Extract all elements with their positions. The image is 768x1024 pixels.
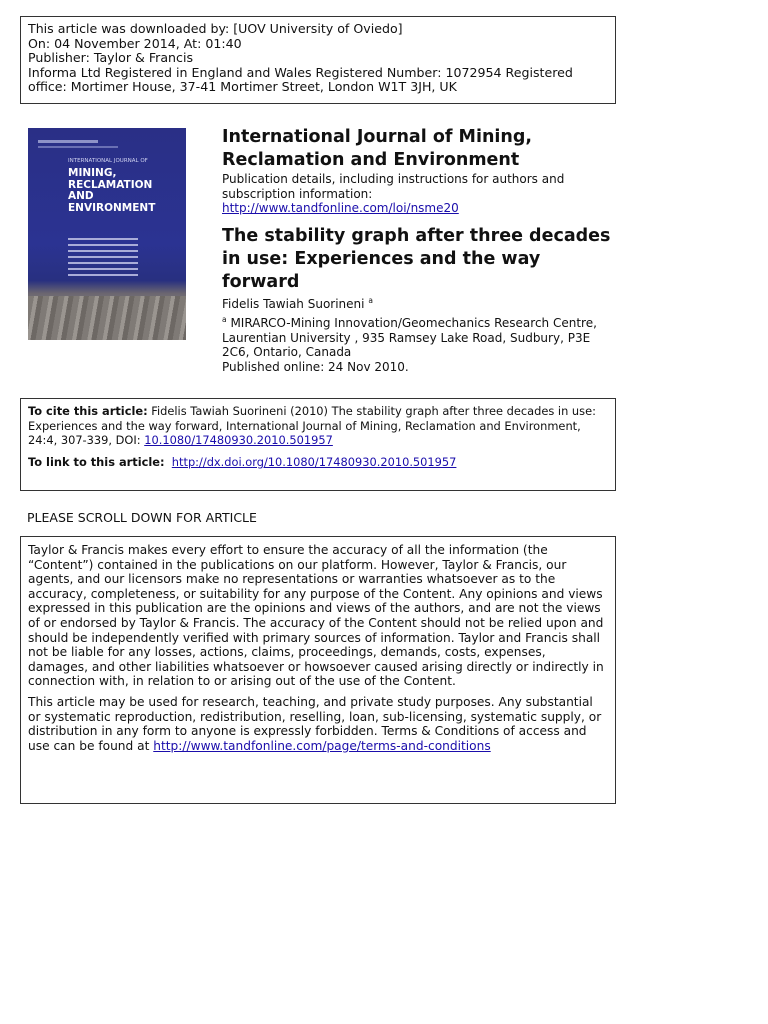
office-line: office: Mortimer House, 37-41 Mortimer Street, London W1T 3JH, UK bbox=[28, 79, 457, 95]
cover-journal-small: INTERNATIONAL JOURNAL OF bbox=[68, 158, 148, 164]
notice-paragraph-1: Taylor & Francis makes every effort to ensure the accuracy of all the information (the “Content”) contained in the publications on our platform. However, Taylor & Francis, our agents, and our licensors make no representations or warranties whatsoever as to the accuracy, completeness, or suitability for any purpose of the Content. Any opinions and views expressed in this publication are the opinions and views of the authors, and are not the views of or endorsed by Taylor & Francis. The accuracy of the Content should not be relied upon and should be independently verified with primary sources of information. Taylor and Francis shall not be liable for any losses, actions, claims, proceedings, demands, costs, expenses, damages, and other liabilities whatsoever or howsoever caused arising directly or indirectly in connection with, in relation to or arising out of the use of the Content. bbox=[28, 543, 604, 689]
publisher-line: Publisher: Taylor & Francis bbox=[28, 50, 194, 66]
article-link-line bbox=[28, 455, 608, 470]
citation-box bbox=[20, 398, 616, 491]
affiliation-sup: a bbox=[222, 315, 227, 324]
cover-photo bbox=[28, 296, 186, 340]
terms-link[interactable]: http://www.tandfonline.com/page/terms-and-conditions bbox=[153, 738, 491, 753]
article-link[interactable]: http://dx.doi.org/10.1080/17480930.2010.501957 bbox=[171, 454, 457, 469]
author bbox=[222, 297, 373, 312]
citation bbox=[28, 404, 608, 448]
download-line: This article was downloaded by: [UOV University of Oviedo] bbox=[28, 21, 403, 36]
terms-notice-box bbox=[20, 536, 616, 804]
scroll-note: PLEASE SCROLL DOWN FOR ARTICLE bbox=[27, 510, 257, 525]
published-date: Published online: 24 Nov 2010. bbox=[222, 360, 409, 374]
affiliation-text: MIRARCO-Mining Innovation/Geomechanics Research Centre, Laurentian University , 935 Ramsey Lake Road, Sudbury, P3E 2C6, Ontario, Canada bbox=[222, 316, 597, 359]
journal-cover-image bbox=[28, 128, 186, 340]
citation-text: Fidelis Tawiah Suorineni (2010) The stability graph after three decades in use: Experiences and the way forward, International Journal of Mining, Reclamation and Environment, 24:4, 307-339, DOI: bbox=[28, 404, 596, 448]
journal-title: International Journal of Mining, Reclamation and Environment bbox=[222, 127, 533, 170]
cover-editors bbox=[68, 238, 138, 280]
notice-paragraph-2-text: This article may be used for research, teaching, and private study purposes. Any substantial or systematic reproduction, redistribution, reselling, loan, sub-licensing, systematic supply, or distribution in any form to anyone is expressly forbidden. Terms & Conditions of access and use can be found at bbox=[28, 694, 602, 753]
citation-label: To cite this article: bbox=[28, 404, 148, 418]
download-date-line: On: 04 November 2014, At: 01:40 bbox=[28, 35, 242, 51]
journal-link[interactable]: http://www.tandfonline.com/loi/nsme20 bbox=[222, 201, 459, 215]
article-title: The stability graph after three decades in use: Experiences and the way forward bbox=[222, 226, 611, 292]
doi-link[interactable]: 10.1080/17480930.2010.501957 bbox=[144, 433, 333, 448]
cover-title: MINING, RECLAMATION AND ENVIRONMENT bbox=[68, 167, 156, 214]
author-sup: a bbox=[368, 296, 373, 305]
notice-paragraph-2 bbox=[28, 695, 608, 753]
registration-line: Informa Ltd Registered in England and Wales Registered Number: 1072954 Registered bbox=[28, 64, 573, 80]
link-label: To link to this article: bbox=[28, 454, 165, 469]
download-info-box bbox=[20, 16, 616, 104]
author-name: Fidelis Tawiah Suorineni bbox=[222, 297, 365, 311]
affiliation bbox=[222, 316, 612, 360]
publication-details: Publication details, including instructions for authors and subscription information: bbox=[222, 172, 565, 201]
